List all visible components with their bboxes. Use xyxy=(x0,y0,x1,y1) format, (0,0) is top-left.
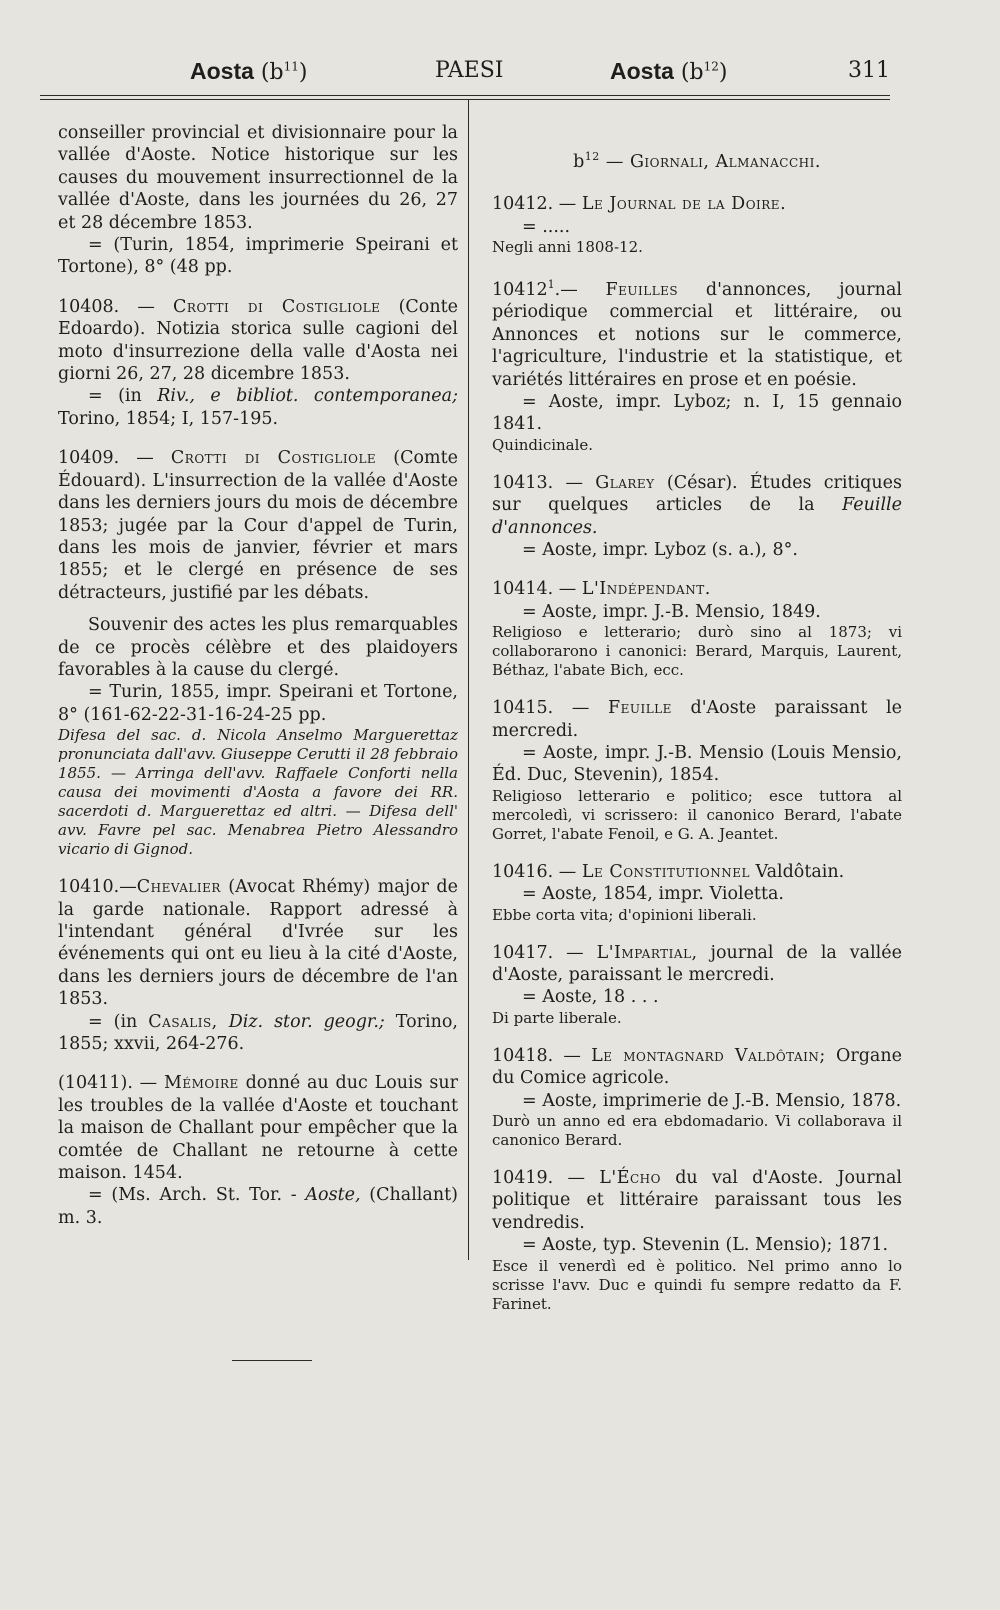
entry-continuation: conseiller provincial et divisionnaire pour la vallée d'Aoste. Notice historique sur les causes du mouvement insurrectionnel de la vallée d'Aoste, dans les journées du 26, 27 et 28 décembre 1853. = (Turin, 1854, imprimerie Speirani et Tortone), 8° (48 pp. xyxy=(58,123,458,278)
entry-number: 10418. — xyxy=(492,1045,581,1066)
entry-10416: 10416. — Le Constitutionnel Valdôtain. = Aoste, 1854, impr. Violetta. Ebbe corta vita; d'opinioni liberali. xyxy=(492,861,902,925)
entry-author: Crotti di Costigliole xyxy=(173,296,381,317)
header-rule-top xyxy=(40,95,890,96)
header-left-title: Aosta xyxy=(190,58,254,84)
left-column xyxy=(58,122,458,1246)
section-heading: $b^{12}$ — Giornali, Almanacchi. xyxy=(573,150,821,172)
entry-10412-1: 10412$^1$.— Feuilles d'annonces, journal périodique commercial et littéraire, ou Annonces et notions sur le commerce, l'agriculture, l'industrie et la statistique, et variétés littéraires en prose et en poésie. = Aoste, impr. Lyboz; n. I, 15 gennaio 1841. Quindicinale. xyxy=(492,278,902,454)
entry-10409: 10409. — Crotti di Costigliole (Comte Édouard). L'insurrection de la vallée d'Aoste dans les derniers jours du mois de décembre 1853; jugée par la Cour d'appel de Turin, dans les mois de janvier, février et mars 1855; et le clergé en présence de ses détracteurs, justifié par les débats. Souvenir des actes les plus remarquables de ce procès célèbre et des plaidoyers favorables à la cause du clergé. = Turin, 1855, impr. Speirani et Tortone, 8° (161-62-22-31-16-24-25 pp. Difesa del sac. d. Nicola Anselmo Marguerettaz pronunciata dall'avv. Giuseppe Cerutti il 28 febbraio 1855. — Arringa dell'avv. Raffaele Conforti nella causa dei movimenti d'Aosta a favore dei RR. sacerdoti d. Marguerettaz ed altri. — Difesa dell' avv. Favre pel sac. Menabrea Pietro Alessandro vicario di Gignod. xyxy=(58,448,458,859)
entry-10417: 10417. — L'Impartial, journal de la vallée d'Aoste, paraissant le mercredi. = Aoste, 18 . . . Di parte liberale. xyxy=(492,942,902,1027)
entry-title: du val d'Aoste. Journal politique et littéraire paraissant tous les vendredis. xyxy=(492,1168,902,1233)
entry-title: journal de la vallée d'Aoste, paraissant le mercredi. xyxy=(492,942,902,985)
entry-10414: 10414. — L'Indépendant. = Aoste, impr. J.-B. Mensio, 1849. Religioso e letterario; durò sino al 1873; vi collaborarono i canonici: Berard, Marquis, Laurent, Béthaz, l'abate Bich, ecc. xyxy=(492,579,902,680)
entry-note: Difesa del sac. d. Nicola Anselmo Marguerettaz pronunciata dall'avv. Giuseppe Cerutti il 28 febbraio 1855. — Arringa dell'avv. Raffaele Conforti nella causa dei movimenti d'Aosta a favore dei RR. sacerdoti d. Marguerettaz ed altri. — Difesa dell' avv. Favre pel sac. Menabrea Pietro Alessandro vicario di Gignod. xyxy=(58,726,458,859)
entry-note: Durò un anno ed era ebdomadario. Vi collaborava il canonico Berard. xyxy=(492,1112,902,1150)
entry-10411: (10411). — Mémoire donné au duc Louis sur les troubles de la vallée d'Aoste et touchant la maison de Challant pour empêcher que la comtée de Challant ne retourne à cette maison. 1454. = (Ms. Arch. St. Tor. - Aoste, (Challant) m. 3. xyxy=(58,1073,458,1228)
entry-title: Valdôtain. xyxy=(755,861,845,882)
entry-note: Esce il venerdì ed è politico. Nel primo anno lo scrisse l'avv. Duc e quindi fu sempre redatto da F. Farinet. xyxy=(492,1256,902,1313)
header-right-title: Aosta xyxy=(610,58,674,84)
entry-author: Feuille xyxy=(607,698,672,719)
entry-note: Negli anni 1808-12. xyxy=(492,238,643,257)
entry-author: Feuilles xyxy=(605,279,679,300)
header-center: PAESI xyxy=(435,58,504,83)
entry-author: L'Impartial, xyxy=(596,942,698,963)
entry-10415: 10415. — Feuille d'Aoste paraissant le mercredi. = Aoste, impr. J.-B. Mensio (Louis Mensio, Éd. Duc, Stevenin), 1854. Religioso letterario e politico; esce tuttora al mercoledì, vi scrissero: il canonico Berard, l'abate Gorret, l'abate Fenoil, e G. A. Jeantet. xyxy=(492,698,902,843)
header-right: Aosta $(b^{12})$ xyxy=(610,58,728,85)
entry-10410: 10410.—Chevalier (Avocat Rhémy) major de la garde nationale. Rapport adressé à l'intendant général d'Ivrée sur les événements qui ont eu lieu à la cité d'Aoste, dans les derniers jours de décembre de l'an 1853. = (in Casalis, Diz. stor. geogr.; Torino, 1855; xxvii, 264-276. xyxy=(58,877,458,1054)
entry-note: Religioso e letterario; durò sino al 1873; vi collaborarono i canonici: Berard, Marquis, Laurent, Béthaz, l'abate Bich, ecc. xyxy=(492,623,902,680)
entry-10418: 10418. — Le montagnard Valdôtain; Organe du Comice agricole. = Aoste, imprimerie de J.-B. Mensio, 1878. Durò un anno ed era ebdomadario. Vi collaborava il canonico Berard. xyxy=(492,1045,902,1150)
entry-note: Religioso letterario e politico; esce tuttora al mercoledì, vi scrissero: il canonico Berard, l'abate Gorret, l'abate Fenoil, e G. A. Jeantet. xyxy=(492,786,902,843)
entry-number: 10413. — xyxy=(492,472,583,493)
entry-author: Le Journal de la Doire. xyxy=(581,194,787,215)
entry-author: Glarey xyxy=(595,472,655,493)
entry-number: 10410.— xyxy=(58,877,137,898)
entry-note: Ebbe corta vita; d'opinioni liberali. xyxy=(492,905,757,924)
entry-number: 10417. — xyxy=(492,942,584,963)
page-number: 311 xyxy=(848,58,890,83)
entry-10413: 10413. — Glarey (César). Études critiques sur quelques articles de la Feuille d'annonces. = Aoste, impr. Lyboz (s. a.), 8°. xyxy=(492,472,902,560)
header-rule-bottom xyxy=(40,99,890,100)
entry-number: 10412 xyxy=(492,279,548,300)
entry-number: 10416. — xyxy=(492,861,577,882)
entry-author: Le Constitutionnel xyxy=(581,861,750,882)
running-header xyxy=(40,54,890,94)
column-divider xyxy=(468,100,469,1260)
entry-number: (10411). — xyxy=(58,1073,158,1094)
entry-note: Quindicinale. xyxy=(492,435,594,454)
entry-number: 10409. — xyxy=(58,448,154,469)
entry-number: 10412. — xyxy=(492,194,577,215)
entry-title: d'Aoste paraissant le mercredi. xyxy=(492,698,902,741)
entry-title: (Avocat Rhémy) major de la garde nationale. Rapport adressé à l'intendant général d'Ivrée sur les événements qui ont eu lieu à la cité d'Aoste, dans les derniers jours de décembre de l'an 1853. xyxy=(58,877,458,1010)
entry-10408: 10408. — Crotti di Costigliole (Conte Edoardo). Notizia storica sulle cagioni del moto d'insurrezione della valle d'Aosta nei giorni 26, 27, 28 dicembre 1853. = (in Riv., e bibliot. contemporanea; Torino, 1854; I, 157-195. xyxy=(58,296,458,429)
entry-10412: 10412. — Le Journal de la Doire. = ..... Negli anni 1808-12. xyxy=(492,193,902,257)
right-column xyxy=(492,122,902,1331)
entry-author: L'Indépendant. xyxy=(581,579,711,600)
entry-author: Le montagnard Valdôtain; xyxy=(591,1045,826,1066)
entry-number: 10415. — xyxy=(492,698,590,719)
entry-number: 10419. — xyxy=(492,1168,585,1189)
entry-author: Chevalier xyxy=(136,877,221,898)
entry-title: (Comte Édouard). L'insurrection de la vallée d'Aoste dans les derniers jours du mois de décembre 1853; jugée par la Cour d'appel de Turin, dans les mois de janvier, février et mars 1855; et le clergé en présence de ses détracteurs, justifié par les débats. xyxy=(58,448,458,603)
entry-10419: 10419. — L'Écho du val d'Aoste. Journal politique et littéraire paraissant tous les vendredis. = Aoste, typ. Stevenin (L. Mensio); 1871. Esce il venerdì ed è politico. Nel primo anno lo scrisse l'avv. Duc e quindi fu sempre redatto da F. Farinet. xyxy=(492,1168,902,1313)
entry-note: Di parte liberale. xyxy=(492,1008,622,1027)
entry-author: L'Écho xyxy=(599,1168,661,1189)
end-rule xyxy=(232,1360,312,1361)
entry-title: (Conte Edoardo). Notizia storica sulle cagioni del moto d'insurrezione della valle d'Aosta nei giorni 26, 27, 28 dicembre 1853. xyxy=(58,296,458,385)
entry-title: donné au duc Louis sur les troubles de la vallée d'Aoste et touchant la maison de Challant pour empêcher que la comtée de Challant ne retourne à cette maison. 1454. xyxy=(58,1073,458,1184)
entry-title: d'annonces, journal périodique commercial et littéraire, ou Annonces et notions sur le commerce, l'agriculture, l'industrie et la statistique, et variétés littéraires en prose et en poésie. xyxy=(492,279,902,390)
entry-number: 10414. — xyxy=(492,579,577,600)
entry-author: Mémoire xyxy=(163,1073,239,1094)
entry-number: 10408. — xyxy=(58,296,155,317)
entry-author: Crotti di Costigliole xyxy=(170,448,377,469)
header-left: Aosta $(b^{11})$ xyxy=(190,58,308,85)
entry-title: Organe du Comice agricole. xyxy=(492,1045,902,1089)
entry-title: (César). Études critiques sur quelques articles de la xyxy=(492,472,902,516)
